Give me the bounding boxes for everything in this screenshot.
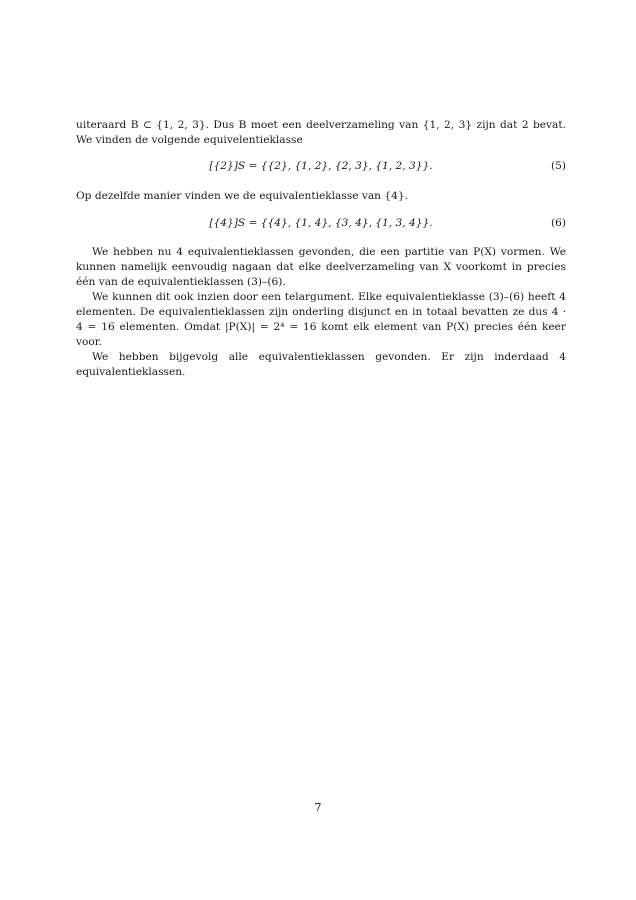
page-number: 7	[314, 801, 322, 814]
equation-6-body: [{4}]S = {{4}, {1, 4}, {3, 4}, {1, 3, 4}}.	[209, 217, 433, 229]
body-paragraphs	[76, 245, 566, 380]
equation-5-number: (5)	[550, 160, 566, 172]
equation-5	[76, 160, 566, 176]
paragraph-5: We hebben bijgevolg alle equivalentieklassen gevonden. Er zijn inderdaad 4 equivalentieklassen.	[76, 351, 566, 378]
equation-6-number: (6)	[550, 217, 566, 229]
equation-6	[76, 217, 566, 233]
paragraph-2-block	[76, 189, 566, 204]
paragraph-2: Op dezelfde manier vinden we de equivalentieklasse van {4}.	[76, 190, 408, 202]
equation-5-body: [{2}]S = {{2}, {1, 2}, {2, 3}, {1, 2, 3}}.	[209, 160, 433, 172]
paragraph-1: uiteraard B ⊂ {1, 2, 3}. Dus B moet een deelverzameling van {1, 2, 3} zijn dat 2 bevat. We vinden de volgende equivelentieklasse	[76, 119, 566, 146]
paragraph-3: We hebben nu 4 equivalentieklassen gevonden, die een partitie van P(X) vormen. We kunnen namelijk eenvoudig nagaan dat elke deelverzameling van X voorkomt in precies één van de equivalentieklassen (3)–(6).	[76, 246, 566, 288]
paragraph-1-block	[76, 118, 566, 148]
paragraph-4: We kunnen dit ook inzien door een telargument. Elke equivalentieklasse (3)–(6) heeft 4 elementen. De equivalentieklassen zijn onderling disjunct en in totaal bevatten ze dus 4 · 4 = 16 elementen. Omdat |P(X)| = 2⁴ = 16 komt elk element van P(X) precies één keer voor.	[76, 291, 566, 348]
